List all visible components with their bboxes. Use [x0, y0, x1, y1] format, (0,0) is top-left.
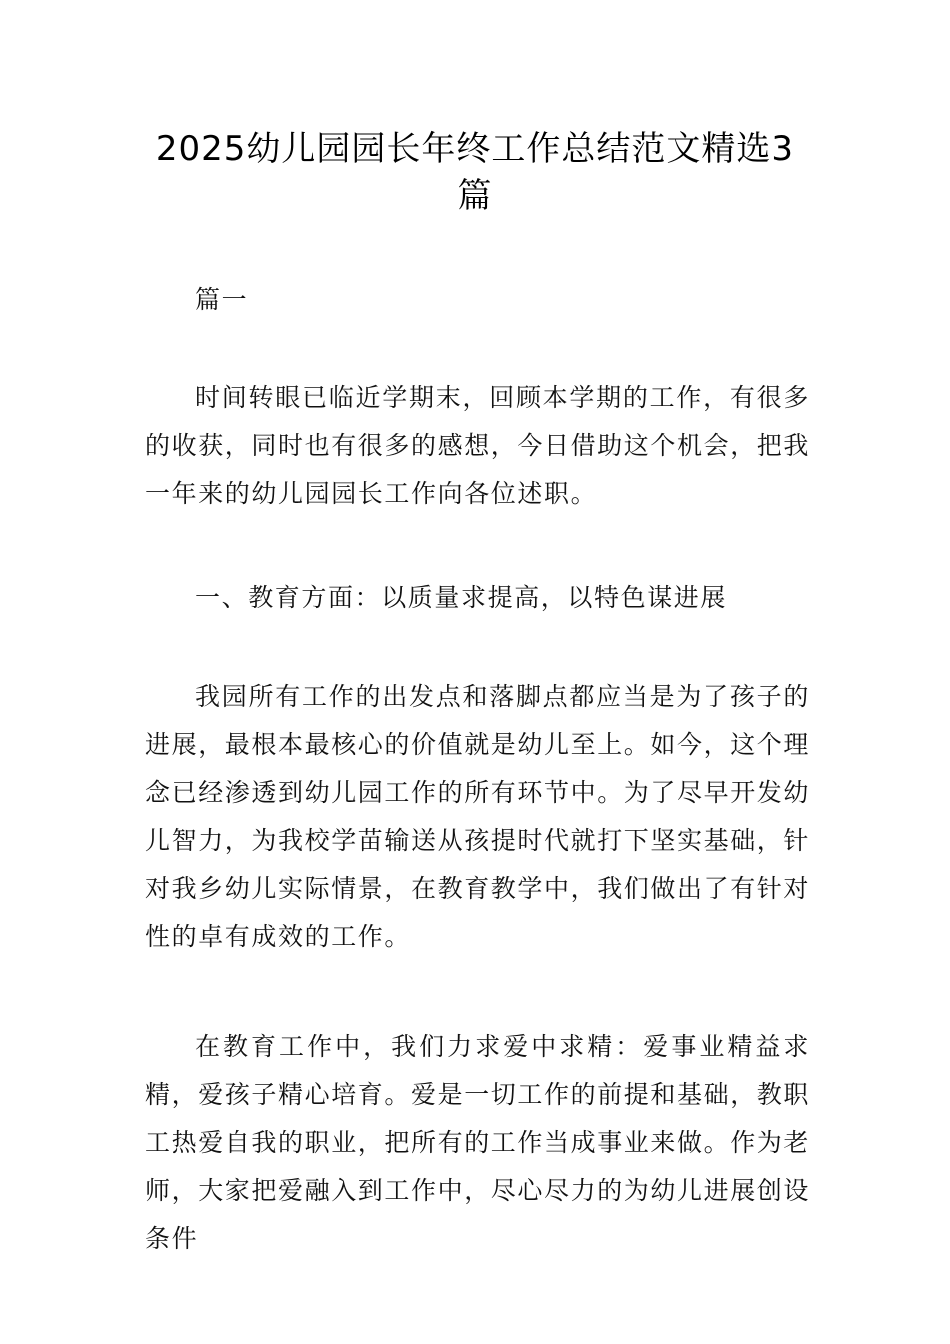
part-heading: 篇一	[195, 285, 249, 314]
body-paragraph: 在教育工作中，我们力求爱中求精：爱事业精益求精，爱孩子精心培育。爱是一切工作的前提和基础，教职工热爱自我的职业，把所有的工作当成事业来做。作为老师，大家把爱融入到工作中，尽心尽力的为幼儿进展创设条件	[145, 1032, 811, 1253]
document-title: 2025幼儿园园长年终工作总结范文精选3篇	[155, 129, 795, 216]
body-paragraph: 我园所有工作的出发点和落脚点都应当是为了孩子的进展，最根本最核心的价值就是幼儿至上。如今，这个理念已经渗透到幼儿园工作的所有环节中。为了尽早开发幼儿智力，为我校学苗输送从孩提时代就打下坚实基础，针对我乡幼儿实际情景，在教育教学中，我们做出了有针对性的卓有成效的工作。	[145, 682, 811, 951]
intro-paragraph: 时间转眼已临近学期末，回顾本学期的工作，有很多的收获，同时也有很多的感想，今日借助这个机会，把我一年来的幼儿园园长工作向各位述职。	[145, 383, 811, 508]
section-heading: 一、教育方面：以质量求提高，以特色谋进展	[195, 583, 728, 612]
